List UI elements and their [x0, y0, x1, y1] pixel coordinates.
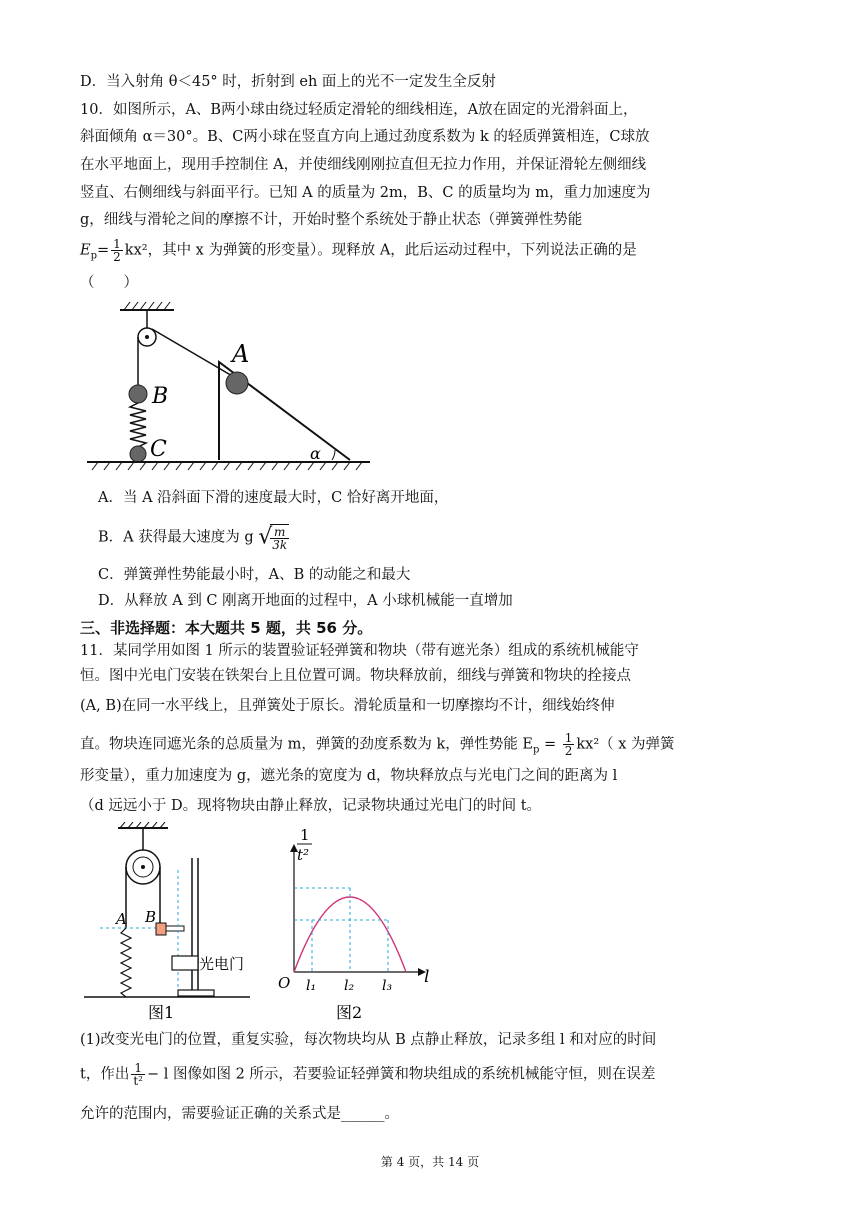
q11-line-4-tail: kx²（ x 为弹簧	[576, 736, 675, 753]
q11-part1-line-2	[80, 1062, 820, 1087]
q11-line-1: 11．某同学用如图 1 所示的装置验证轻弹簧和物块（带有遮光条）组成的系统机械能守	[80, 643, 639, 659]
stand-base	[178, 990, 214, 996]
y-label-num: 1	[300, 826, 310, 844]
option-b-text: B．A 获得最大速度为 g	[98, 529, 254, 546]
option-a: A．当 A 沿斜面下滑的速度最大时，C 恰好离开地面，	[98, 490, 449, 506]
answer-brackets: （ ）	[80, 275, 138, 291]
fraction-half	[111, 238, 123, 263]
q11-line-4-text: 直。物块连同遮光条的总质量为 m，弹簧的劲度系数为 k，弹性势能 E	[80, 736, 533, 753]
ep-symbol: E	[80, 242, 91, 259]
sqrt-sign: √	[258, 524, 273, 550]
photogate-label: 光电门	[199, 955, 245, 973]
y-label-den: t²	[297, 846, 310, 864]
fig1-label-b: B	[145, 908, 157, 926]
label-alpha: α	[310, 444, 321, 463]
fraction-numerator-2: 1	[564, 731, 573, 745]
sqrt-fraction	[270, 524, 289, 551]
light-shield	[166, 926, 184, 931]
equals-sign-2: =	[539, 736, 561, 753]
figure-1-caption: 图1	[148, 1003, 175, 1022]
fig1-label-a: A	[116, 910, 127, 928]
tick-l2: l₂	[344, 978, 355, 994]
q11-part1-line-2-text: t，作出	[80, 1066, 130, 1083]
q11-part1-line-3: 允许的范围内，需要验证正确的关系式是______。	[80, 1106, 399, 1122]
tick-l1: l₁	[306, 978, 317, 994]
figure-2-caption: 图2	[336, 1003, 363, 1022]
option-d-prev-question: D．当入射角 θ＜45° 时，折射到 eh 面上的光不一定发生全反射	[80, 74, 496, 90]
figure-1-apparatus	[84, 822, 250, 1022]
sqrt-expression	[258, 524, 291, 551]
q11-line-3: (A, B)在同一水平线上，且弹簧处于原长。滑轮质量和一切摩擦均不计，细线始终伸	[80, 698, 615, 714]
label-c: C	[150, 437, 167, 462]
pulley-axle	[145, 335, 149, 339]
fraction-half-2	[563, 732, 575, 757]
option-c: C．弹簧弹性势能最小时，A、B 的动能之和最大	[98, 567, 411, 583]
ep-subscript: p	[90, 250, 97, 262]
ceiling-hatch	[124, 302, 170, 310]
fraction-one-over-t2	[131, 1062, 145, 1087]
q10-line-6-text: kx²，其中 x 为弹簧的形变量）。现释放 A，此后运动过程中，下列说法正确的是	[124, 242, 637, 259]
page-footer: 第 4 页，共 14 页	[380, 1155, 480, 1169]
fraction-numerator: 1	[113, 237, 121, 251]
q11-part1-line-1: (1)改变光电门的位置，重复实验，每次物块均从 B 点静止释放，记录多组 l 和对应的时间	[80, 1032, 657, 1048]
sqrt-denominator: 3k	[272, 538, 288, 552]
q10-line-1: 10．如图所示，A、B两小球由绕过轻质定滑轮的细线相连，A放在固定的光滑斜面上，	[80, 102, 638, 118]
q11-line-6: （d 远远小于 D。现将物块由静止释放，记录物块通过光电门的时间 t。	[80, 798, 542, 814]
q10-line-2: 斜面倾角 α＝30°。B、C两小球在竖直方向上通过劲度系数为 k 的轻质弹簧相连，C球放	[80, 129, 650, 145]
q10-line-4: 竖直、右侧细线与斜面平行。已知 A 的质量为 2m，B、C 的质量均为 m，重力加速度为	[80, 185, 651, 201]
option-d: D．从释放 A 到 C 刚离开地面的过程中，A 小球机械能一直增加	[98, 593, 513, 609]
fraction-denominator-3: t²	[133, 1074, 143, 1088]
ball-a	[226, 372, 248, 394]
q11-line-2: 恒。图中光电门安装在铁架台上且位置可调。物块释放前，细线与弹簧和物块的拴接点	[80, 668, 631, 684]
tick-l3: l₃	[382, 978, 393, 994]
fraction-denominator-2: 2	[564, 744, 573, 758]
q11-part1-line-2-tail: − l 图像如图 2 所示，若要验证轻弹簧和物块组成的系统机械能守恒，则在误差	[146, 1066, 656, 1083]
spring	[130, 403, 146, 447]
ball-c	[130, 446, 146, 462]
q11-figures	[80, 822, 440, 1022]
ball-b	[129, 385, 147, 403]
ep-subscript-2: p	[532, 744, 540, 756]
right-string	[152, 329, 234, 377]
section-3-heading: 三、非选择题：本大题共 5 题，共 56 分。	[80, 619, 373, 637]
q11-line-4	[80, 732, 820, 760]
q10-line-6	[80, 238, 820, 266]
label-b: B	[152, 384, 169, 409]
option-b	[98, 524, 820, 551]
sqrt-numerator: m	[270, 526, 289, 539]
q10-line-5: g，细线与滑轮之间的摩擦不计，开始时整个系统处于静止状态（弹簧弹性势能	[80, 212, 583, 228]
fraction-denominator: 2	[113, 250, 121, 264]
q10-line-3: 在水平地面上，现用手控制住 A，并使细线刚刚拉直但无拉力作用，并保证滑轮左侧细线	[80, 157, 647, 173]
fraction-numerator-3: 1	[131, 1062, 145, 1075]
origin-label: O	[278, 974, 291, 992]
photogate	[172, 956, 198, 970]
spring-2	[121, 928, 131, 997]
angle-arc	[332, 450, 335, 460]
equals-sign: =	[97, 242, 110, 259]
q10-figure	[82, 300, 372, 472]
block	[156, 923, 166, 935]
x-label: l	[424, 967, 430, 987]
label-a: A	[232, 340, 250, 368]
ground-hatch	[92, 462, 362, 470]
q11-line-5: 形变量），重力加速度为 g，遮光条的宽度为 d，物块释放点与光电门之间的距离为 l	[80, 768, 618, 784]
figure-2-graph	[278, 826, 429, 1022]
